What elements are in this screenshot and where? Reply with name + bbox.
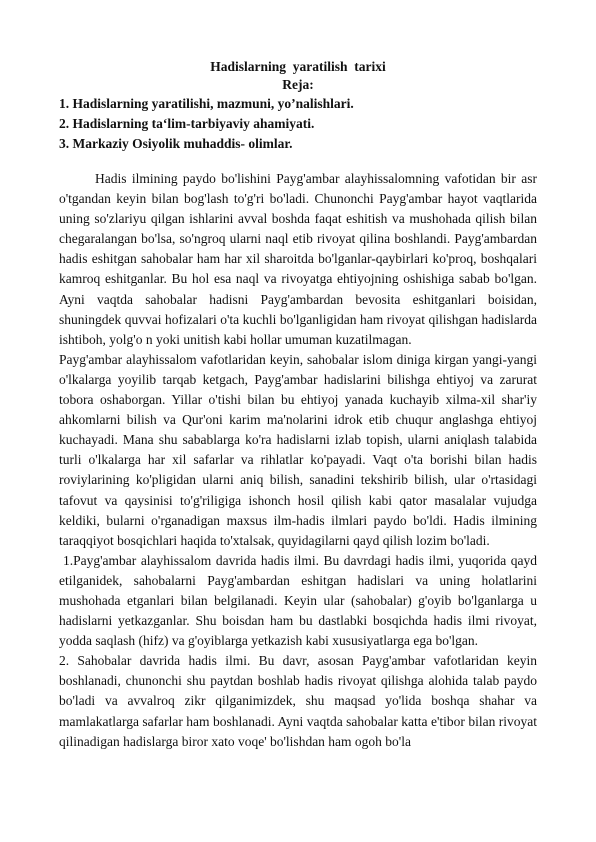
plan-item: 1. Hadislarning yaratilishi, mazmuni, yo’nalishlari. <box>59 96 354 111</box>
plan-list <box>59 94 537 154</box>
document-title: Hadislarning yaratilish tarixi <box>210 59 386 74</box>
plan-item: 2. Hadislarning ta‘lim-tarbiyaviy ahamiyati. <box>59 116 315 131</box>
paragraph: 1.Payg'ambar alayhissalom davrida hadis ilmi. Bu davrdagi hadis ilmi, yuqorida qayd etilganidek, sahobalarni Payg'ambardan eshitgan hadislari va uning holatlarini mushohada etganlari bilan belgilanadi. Keyin ular (sahobalar) g'oyib bo'lganlarga u hadislarni yetkazganlar. Shu boisdan ham bu dastlabki bosqichda hadis ilmi rivoyat, yodda saqlash (hifz) va g'oyiblarga yetkazish kabi xususiyatlarga ega bo'lgan. <box>59 552 537 649</box>
plan-heading: Reja: <box>282 77 314 92</box>
paragraph: Hadis ilmining paydo bo'lishini Payg'ambar alayhissalomning vafotidan bir asr o'tgandan keyin bilan bog'lash to'g'ri bo'ladi. Chunonchi Payg'ambar hayot vaqtlarida uning so'zlariyu qilgan ishlarini avval boshda faqat eshitish va mushohada qilish bilan chegaralangan bo'lsa, so'ngroq ularni naql etib rivoyat qilina boshlandi. Payg'ambardan hadis eshitgan sahobalar ham har xil sharoitda bo'lganlar-qaybirlari ko'proq, boshqalari kamroq eshitganlar. Bu hol esa naql va rivoyatga ehtiyojning oshishiga sabab bo'lgan. Ayni vaqtda sahobalar hadisni Payg'ambardan bevosita eshitganlari boisidan, shuningdek quvvai hofizalari o'ta kuchli bo'lganligidan ham rivoyat qilishgan hadislarda ishtiboh, yolg'o n yoki unitish kabi hollar umuman kuzatilmagan. <box>59 171 537 347</box>
document-body <box>59 58 537 752</box>
paragraph: Payg'ambar alayhissalom vafotlaridan keyin, sahobalar islom diniga kirgan yangi-yangi o'lkalarga yoyilib tarqab ketgach, Payg'ambar hadislarini bilishga ehtiyoj va zarurat tobora oshaborgan. Yillar o'tishi bilan bu ehtiyoj yanada kuchayib xilma-xil shar'iy ahkomlarni bilish va Qur'oni karim ma'nolarini idrok etib chuqur anglashga ehtiyoj kuchayadi. Mana shu sabablarga ko'ra hadislarni izlab topish, ularni aniqlash talabida turli o'lkalarga har xil safarlar va rihlatlar ko'payadi. Vaqt o'ta borishi bilan hadis roviylarining ko'pligidan ularni aniq bilish, sanadini tekshirib bilish, ular o'rtasidagi tafovut va qaysinisi to'g'riligiga ishonch hosil qilish kabi qator masalalar vujudga keldiki, bularni o'rganadigan maxsus ilm-hadis ilmlari paydo bo'ldi. Hadis ilmining taraqqiyot bosqichlari haqida to'xtalsak, quyidagilarni qayd qilish lozim bo'ladi. <box>59 351 537 548</box>
paragraph: 2. Sahobalar davrida hadis ilmi. Bu davr, asosan Payg'ambar vafotlaridan keyin boshlanadi, chunonchi shu paytdan boshlab hadis rivoyat qilishga alohida talab paydo bo'ladi va avvalroq zikr qilganimizdek, shu maqsad yo'lida boshqa shahar va mamlakatlarga safarlar ham boshlanadi. Ayni vaqtda sahobalar katta e'tibor bilan rivoyat qilinadigan hadislarga biror xato voqe' bo'lishdan ham ogoh bo'la <box>59 653 537 749</box>
plan-item: 3. Markaziy Osiyolik muhaddis- olimlar. <box>59 136 293 151</box>
